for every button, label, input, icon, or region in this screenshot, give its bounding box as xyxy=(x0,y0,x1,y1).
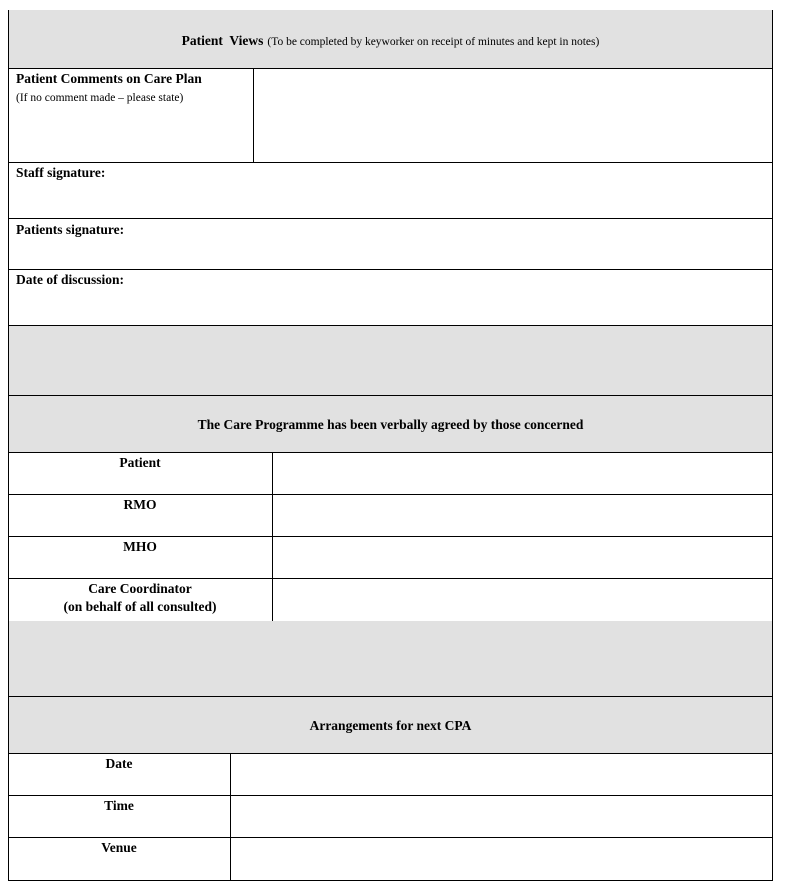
spacer-band xyxy=(8,621,773,696)
care-row-patient xyxy=(8,453,773,494)
patient-views-header xyxy=(8,10,773,68)
divider xyxy=(253,68,254,162)
patient-views-title: Patient Views xyxy=(181,33,264,48)
care-row-label: Patient xyxy=(119,455,161,470)
care-row-sublabel: (on behalf of all consulted) xyxy=(63,599,217,614)
cpa-row-label: Time xyxy=(104,798,134,813)
spacer-band xyxy=(8,326,773,395)
care-row-rmo xyxy=(8,495,773,536)
divider xyxy=(8,880,773,881)
patient-comments-label: Patient Comments on Care Plan xyxy=(16,71,202,86)
divider xyxy=(272,452,273,621)
cpa-row-value[interactable] xyxy=(231,754,773,795)
care-row-label: Care Coordinator xyxy=(88,581,192,596)
cpa-row-label: Date xyxy=(105,756,133,771)
patient-views-note: (To be completed by keyworker on receipt of minutes and kept in notes) xyxy=(267,36,600,48)
care-row-care-coordinator xyxy=(8,579,773,621)
care-row-value[interactable] xyxy=(273,579,773,621)
date-of-discussion-row[interactable] xyxy=(8,270,773,325)
patients-signature-label: Patients signature: xyxy=(16,222,125,237)
staff-signature-row[interactable] xyxy=(8,163,773,218)
care-row-value[interactable] xyxy=(273,453,773,494)
patient-comments-note: (If no comment made – please state) xyxy=(16,92,184,104)
care-row-value[interactable] xyxy=(273,537,773,578)
patient-comments-row xyxy=(8,69,773,162)
cpa-row-time xyxy=(8,796,773,837)
patient-comments-field[interactable] xyxy=(254,69,772,162)
patients-signature-row[interactable] xyxy=(8,219,773,269)
next-cpa-header xyxy=(8,697,773,753)
care-row-value[interactable] xyxy=(273,495,773,536)
cpa-row-value[interactable] xyxy=(231,796,773,837)
care-programme-header xyxy=(8,396,773,452)
care-row-label: RMO xyxy=(123,497,157,512)
divider xyxy=(230,753,231,880)
care-row-mho xyxy=(8,537,773,578)
date-of-discussion-label: Date of discussion: xyxy=(16,272,125,287)
next-cpa-heading: Arrangements for next CPA xyxy=(309,718,472,733)
care-programme-heading: The Care Programme has been verbally agreed by those concerned xyxy=(197,417,584,432)
cpa-row-venue xyxy=(8,838,773,880)
cpa-row-value[interactable] xyxy=(231,838,773,880)
cpa-row-date xyxy=(8,754,773,795)
patient-views-heading xyxy=(8,32,773,50)
staff-signature-label: Staff signature: xyxy=(16,165,106,180)
care-row-label: MHO xyxy=(123,539,157,554)
cpa-row-label: Venue xyxy=(101,840,137,855)
